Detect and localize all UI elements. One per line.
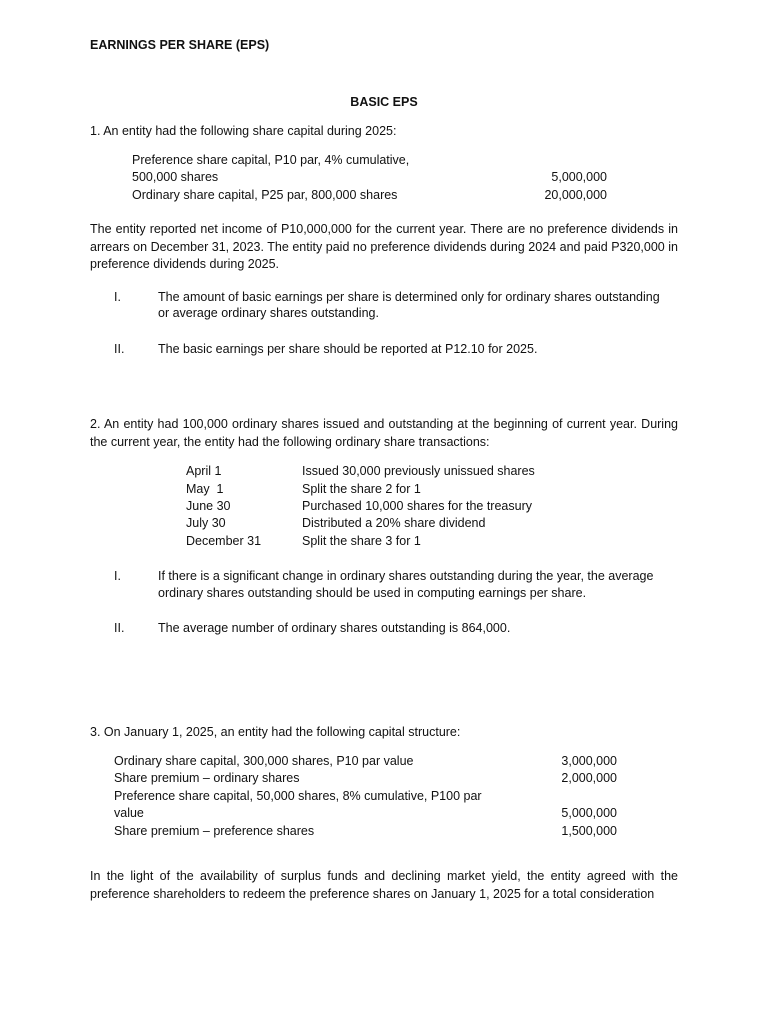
q1-statement1-number: I. — [114, 290, 121, 304]
q2-tx3-date: June 30 — [186, 499, 231, 513]
section-title: BASIC EPS — [350, 95, 418, 109]
q1-row1-amount: 5,000,000 — [551, 170, 607, 184]
q2-tx4-date: July 30 — [186, 516, 226, 530]
q3-row3-amount: 5,000,000 — [561, 806, 617, 820]
q1-row2-amount: 20,000,000 — [544, 188, 607, 202]
q2-tx5-date: December 31 — [186, 534, 262, 548]
q3-row2-amount: 2,000,000 — [561, 771, 617, 785]
q2-intro: 2. An entity had 100,000 ordinary shares issued and outstanding at the beginning of current year. During the current year, the entity had the following ordinary share transactions: — [90, 417, 678, 449]
q2-statement1-number: I. — [114, 569, 121, 583]
q2-tx1-date: April 1 — [186, 464, 222, 478]
q1-statement1-line2: or average ordinary shares outstanding. — [158, 306, 379, 320]
q3-row3-label-line2: value — [114, 806, 144, 820]
q2-statement2-number: II. — [114, 621, 125, 635]
q1-statement1-line1: The amount of basic earnings per share is determined only for ordinary shares outstanding — [158, 290, 660, 304]
q3-row3-label-line1: Preference share capital, 50,000 shares, 8% cumulative, P100 par — [114, 789, 482, 803]
q2-tx5-desc: Split the share 3 for 1 — [302, 534, 421, 548]
q2-statement1-line2: ordinary shares outstanding should be used in computing earnings per share. — [158, 586, 587, 600]
q2-tx3-desc: Purchased 10,000 shares for the treasury — [302, 499, 532, 513]
document-title: EARNINGS PER SHARE (EPS) — [90, 38, 270, 52]
q3-paragraph: In the light of the availability of surplus funds and declining market yield, the entity agreed with the preference shareholders to redeem the preference shares on January 1, 2025 for a total consideration — [90, 869, 678, 901]
q1-row1-label-line1: Preference share capital, P10 par, 4% cumulative, — [132, 153, 410, 167]
q2-tx1-desc: Issued 30,000 previously unissued shares — [302, 464, 535, 478]
q3-row4-amount: 1,500,000 — [561, 824, 617, 838]
q3-row1-amount: 3,000,000 — [561, 754, 617, 768]
q1-statement2-line1: The basic earnings per share should be reported at P12.10 for 2025. — [158, 342, 538, 356]
q3-row2-label: Share premium – ordinary shares — [114, 771, 300, 785]
q3-row1-label: Ordinary share capital, 300,000 shares, P10 par value — [114, 754, 414, 768]
q2-tx4-desc: Distributed a 20% share dividend — [302, 516, 486, 530]
q1-row2-label: Ordinary share capital, P25 par, 800,000 shares — [132, 188, 398, 202]
q1-row1-label-line2: 500,000 shares — [132, 170, 219, 184]
q1-intro: 1. An entity had the following share capital during 2025: — [90, 124, 397, 138]
q3-intro: 3. On January 1, 2025, an entity had the following capital structure: — [90, 725, 461, 739]
q1-paragraph: The entity reported net income of P10,000,000 for the current year. There are no preference dividends in arrears on December 31, 2023. The entity paid no preference dividends during 2024 and paid P320,000 in preference dividends during 2025. — [90, 222, 678, 271]
q1-statement2-number: II. — [114, 342, 125, 356]
q3-row4-label: Share premium – preference shares — [114, 824, 315, 838]
q2-statement1-line1: If there is a significant change in ordinary shares outstanding during the year, the average — [158, 569, 654, 583]
q2-tx2-date: May 1 — [186, 482, 224, 496]
q2-tx2-desc: Split the share 2 for 1 — [302, 482, 421, 496]
q2-statement2-line1: The average number of ordinary shares outstanding is 864,000. — [158, 621, 511, 635]
